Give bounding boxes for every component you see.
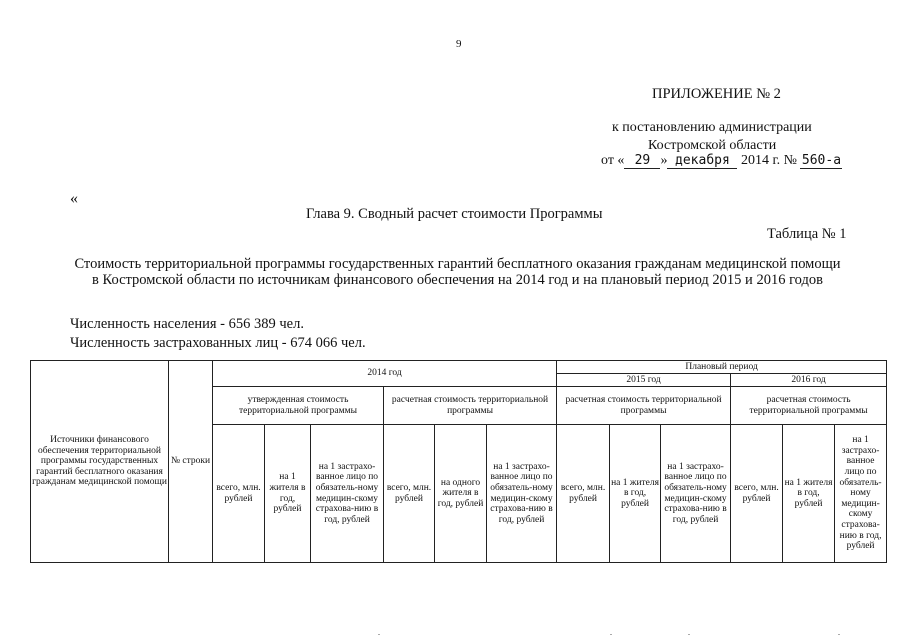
- cost-table: [30, 360, 887, 563]
- appendix-title: ПРИЛОЖЕНИЕ № 2: [652, 86, 781, 102]
- subheader-per-resident: на 1 жителя в год, рублей: [783, 425, 835, 563]
- subheader-per-resident: на 1 жителя в год, рублей: [265, 425, 311, 563]
- date-prefix: от «: [601, 153, 625, 168]
- decree-year: 2014 г. №: [740, 153, 797, 168]
- header-year-2015: 2015 год: [557, 374, 731, 387]
- population-count: Численность населения - 656 389 чел.: [70, 316, 304, 332]
- subheader-per-resident: на 1 жителя в год, рублей: [610, 425, 661, 563]
- subheader-total: всего, млн. рублей: [731, 425, 783, 563]
- header-calc-cost-2015: расчетная стоимость территориальной программы: [557, 387, 731, 425]
- subheader-per-resident: на одного жителя в год, рублей: [435, 425, 487, 563]
- table-label: Таблица № 1: [767, 226, 847, 242]
- decree-reference-line1: к постановлению администрации: [612, 120, 812, 135]
- subheader-per-insured: на 1 застрахо-ванное лицо по обязатель-ному медицин-скому страхова-нию в год, рублей: [835, 425, 887, 563]
- scan-bottom-edge: [0, 628, 905, 640]
- header-row-number: № строки: [169, 361, 213, 563]
- header-year-2016: 2016 год: [731, 374, 887, 387]
- subheader-per-insured: на 1 застрахо-ванное лицо по обязатель-ному медицин-скому страхова-нию в год, рублей: [487, 425, 557, 563]
- header-plan-period: Плановый период: [557, 361, 887, 374]
- decree-day: 29: [624, 154, 660, 169]
- subheader-total: всего, млн. рублей: [213, 425, 265, 563]
- subheader-total: всего, млн. рублей: [557, 425, 610, 563]
- decree-date-line: [601, 153, 842, 169]
- page-number: 9: [456, 38, 462, 50]
- insured-count: Численность застрахованных лиц - 674 066 чел.: [70, 335, 366, 351]
- header-calc-cost-2016: расчетная стоимость территориальной программы: [731, 387, 887, 425]
- decree-month: декабря: [667, 154, 737, 169]
- header-year-2014: 2014 год: [213, 361, 557, 387]
- subheader-total: всего, млн. рублей: [384, 425, 435, 563]
- date-close-quote: »: [660, 153, 668, 168]
- subheader-per-insured: на 1 застрахо-ванное лицо по обязатель-ному медицин-скому страхова-нию в год, рублей: [311, 425, 384, 563]
- decree-number: 560-а: [801, 153, 842, 168]
- header-calc-cost-2014: расчетная стоимость территориальной программы: [384, 387, 557, 425]
- opening-quote: «: [70, 190, 78, 207]
- main-heading: Стоимость территориальной программы государственных гарантий бесплатного оказания гражданам медицинской помощи в Костромской области по источникам финансового обеспечения на 2014 год и на плановый период 2015 и 2016 годов: [74, 256, 841, 288]
- header-sources: Источники финансового обеспечения территориальной программы государственных гарантий бесплатного оказания гражданам медицинской помощи: [31, 361, 169, 563]
- header-approved-cost-2014: утвержденная стоимость территориальной программы: [213, 387, 384, 425]
- decree-reference-line2: Костромской области: [648, 138, 777, 153]
- chapter-title: Глава 9. Сводный расчет стоимости Программы: [306, 206, 603, 222]
- subheader-per-insured: на 1 застрахо-ванное лицо по обязатель-ному медицин-скому страхова-нию в год, рублей: [661, 425, 731, 563]
